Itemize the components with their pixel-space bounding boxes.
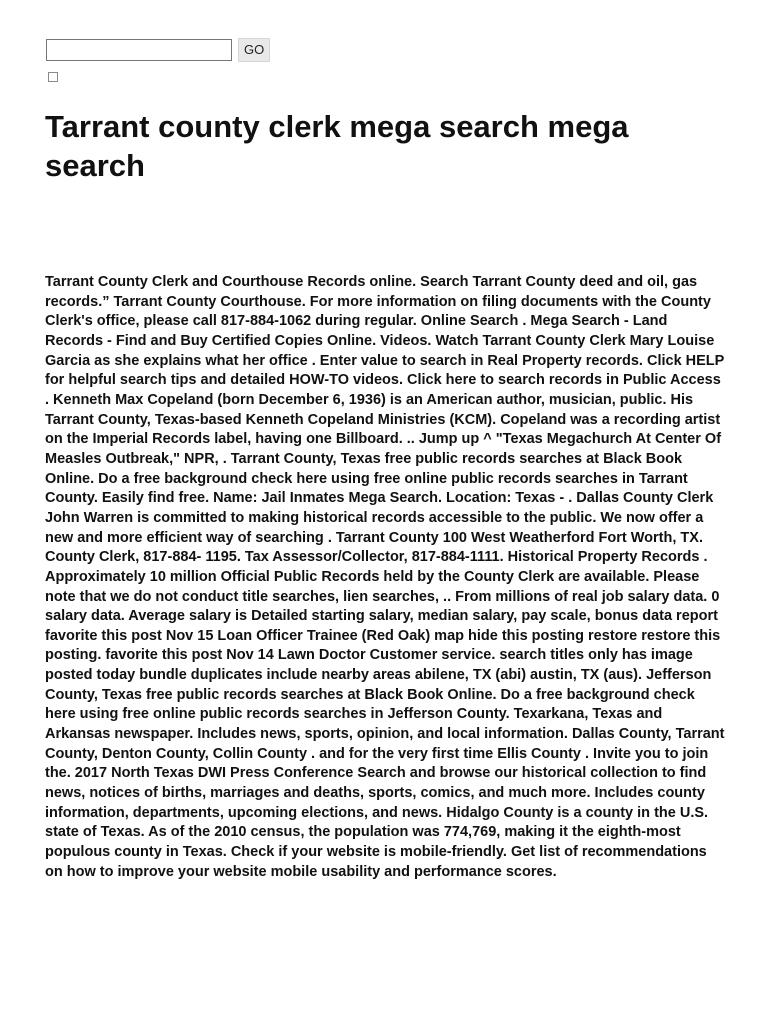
search-input[interactable] bbox=[46, 39, 232, 61]
go-button[interactable]: GO bbox=[238, 38, 270, 62]
checkbox[interactable] bbox=[48, 72, 58, 82]
article-body: Tarrant County Clerk and Courthouse Records online. Search Tarrant County deed and oil, gas records.” Tarrant County Courthouse. For more information on filing documents with the County Clerk's office, please call 817-884-1062 during regular. Online Search . Mega Search - Land Records - Find and Buy Certified Copies Online. Videos. Watch Tarrant County Clerk Mary Louise Garcia as she explains what her office . Enter value to search in Real Property records. Click HELP for helpful search tips and detailed HOW-TO videos. Click here to search records in Public Access . Kenneth Max Copeland (born December 6, 1936) is an American author, musician, public. His Tarrant County, Texas-based Kenneth Copeland Ministries (KCM). Copeland was a recording artist on the Imperial Records label, having one Billboard. .. Jump up ^ "Texas Megachurch At Center Of Measles Outbreak," NPR, . Tarrant County, Texas free public records searches at Black Book Online. Do a free background check here using free online public records searches in Tarrant County. Easily find free. Name: Jail Inmates Mega Search. Location: Texas - . Dallas County Clerk John Warren is committed to making historical records accessible to the public. We now offer a new and more efficient way of searching . Tarrant County 100 West Weatherford Fort Worth, TX. County Clerk, 817-884- 1195. Tax Assessor/Collector, 817-884-1111. Historical Property Records . Approximately 10 million Official Public Records held by the County Clerk are available. Please note that we do not conduct title searches, lien searches, .. From millions of real job salary data. 0 salary data. Average salary is Detailed starting salary, median salary, pay scale, bonus data report favorite this post Nov 15 Loan Officer Trainee (Red Oak) map hide this posting restore restore this posting. favorite this post Nov 14 Lawn Doctor Customer service. search titles only has image posted today bundle duplicates include nearby areas abilene, TX (abi) austin, TX (aus). Jefferson County, Texas free public records searches at Black Book Online. Do a free background check here using free online public records searches in Jefferson County. Texarkana, Texas and Arkansas newspaper. Includes news, sports, opinion, and local information. Dallas County, Tarrant County, Denton County, Collin County . and for the very first time Ellis County . Invite you to join the. 2017 North Texas DWI Press Conference Search and browse our historical collection to find news, notices of births, marriages and deaths, sports, comics, and much more. Includes county information, departments, upcoming elections, and news. Hidalgo County is a county in the U.S. state of Texas. As of the 2010 census, the population was 774,769, making it the eighth-most populous county in Texas. Check if your website is mobile-friendly. Get list of recommendations on how to improve your website mobile usability and performance scores. bbox=[45, 274, 725, 880]
search-form bbox=[46, 38, 270, 62]
page-title: Tarrant county clerk mega search mega search bbox=[45, 109, 629, 183]
